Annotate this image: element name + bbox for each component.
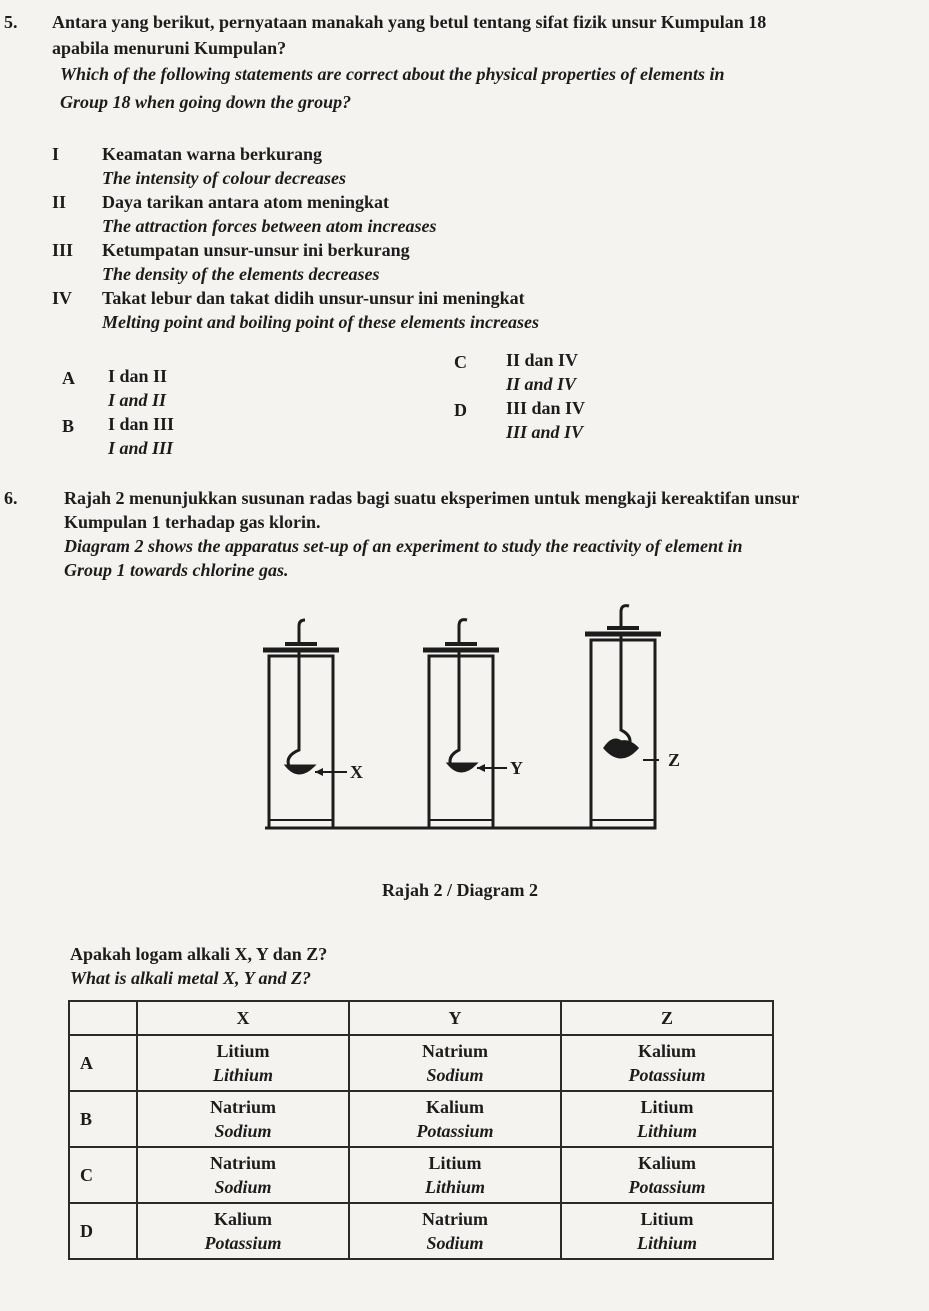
cell-en: Lithium [636, 1233, 698, 1253]
option-d-en: III and IV [506, 422, 584, 442]
option-a-en: I and II [108, 390, 167, 410]
table-header-y: Y [349, 1001, 561, 1035]
q6-text-en-1: Diagram 2 shows the apparatus set-up of an experiment to study the reactivity of element in [64, 536, 743, 556]
cell-b-y [349, 1091, 561, 1147]
cell-c-z [561, 1147, 773, 1203]
cell-c-y [349, 1147, 561, 1203]
statement-en-4: Melting point and boiling point of these elements increases [102, 312, 540, 332]
table-row[interactable] [69, 1035, 773, 1091]
cell-ms: Kalium [637, 1041, 696, 1061]
question-6-number: 6. [4, 488, 18, 508]
cell-en: Potassium [204, 1233, 282, 1253]
q6-text-ms-1: Rajah 2 menunjukkan susunan radas bagi suatu eksperimen untuk mengkaji kereaktifan unsur [64, 488, 800, 508]
cell-en: Lithium [424, 1177, 486, 1197]
cell-en: Sodium [214, 1177, 272, 1197]
statement-en-3: The density of the elements decreases [102, 264, 380, 284]
option-letter-b[interactable]: B [62, 416, 75, 436]
label-y: Y [510, 758, 523, 778]
option-b-ms: I dan III [108, 414, 175, 434]
cell-en: Potassium [416, 1121, 494, 1141]
table-row[interactable] [69, 1091, 773, 1147]
cell-ms: Natrium [210, 1097, 276, 1117]
statement-en-2: The attraction forces between atom increases [102, 216, 437, 236]
option-letter-a[interactable]: A [62, 368, 75, 388]
cell-en: Lithium [212, 1065, 274, 1085]
cell-ms: Natrium [422, 1041, 488, 1061]
gas-jar-z [585, 606, 661, 828]
cell-en: Sodium [426, 1233, 484, 1253]
statement-roman-2: II [52, 192, 67, 212]
cell-ms: Litium [216, 1041, 270, 1061]
cell-ms: Litium [640, 1097, 694, 1117]
table-header-z: Z [561, 1001, 773, 1035]
cell-ms: Litium [640, 1209, 694, 1229]
label-x: X [350, 762, 363, 782]
q6-text-en-2: Group 1 towards chlorine gas. [64, 560, 289, 580]
cell-b-z [561, 1091, 773, 1147]
table-header-x: X [137, 1001, 349, 1035]
cell-d-x [137, 1203, 349, 1259]
cell-d-z [561, 1203, 773, 1259]
option-c-en: II and IV [506, 374, 577, 394]
statement-ms-2: Daya tarikan antara atom meningkat [102, 192, 389, 212]
option-d-ms: III dan IV [506, 398, 586, 418]
cell-en: Potassium [628, 1177, 706, 1197]
cell-en: Potassium [628, 1065, 706, 1085]
cell-ms: Natrium [422, 1209, 488, 1229]
statement-ms-4: Takat lebur dan takat didih unsur-unsur ini meningkat [102, 288, 525, 308]
gas-jar-y [423, 620, 499, 828]
cell-ms: Natrium [210, 1153, 276, 1173]
statement-ms-3: Ketumpatan unsur-unsur ini berkurang [102, 240, 410, 260]
cell-ms: Kalium [213, 1209, 272, 1229]
q6-ask-ms: Apakah logam alkali X, Y dan Z? [70, 944, 328, 964]
row-letter-d[interactable]: D [69, 1203, 137, 1259]
q6-ask-en: What is alkali metal X, Y and Z? [70, 968, 312, 988]
table-row[interactable] [69, 1203, 773, 1259]
answer-table [68, 1000, 774, 1260]
gas-jar-x [263, 620, 339, 828]
option-b-en: I and III [108, 438, 174, 458]
gas-jar-diagram [255, 600, 665, 840]
cell-ms: Kalium [637, 1153, 696, 1173]
row-letter-a[interactable]: A [69, 1035, 137, 1091]
question-5-number: 5. [4, 12, 18, 32]
q5-text-ms-2: apabila menuruni Kumpulan? [52, 38, 287, 58]
label-z: Z [668, 750, 681, 770]
statement-en-1: The intensity of colour decreases [102, 168, 346, 188]
row-letter-c[interactable]: C [69, 1147, 137, 1203]
table-row[interactable] [69, 1147, 773, 1203]
statement-ms-1: Keamatan warna berkurang [102, 144, 322, 164]
diagram-caption: Rajah 2 / Diagram 2 [382, 880, 538, 900]
row-letter-b[interactable]: B [69, 1091, 137, 1147]
option-a-ms: I dan II [108, 366, 168, 386]
q5-text-en-1: Which of the following statements are correct about the physical properties of elements in [60, 64, 725, 84]
statement-roman-3: III [52, 240, 74, 260]
table-header-blank [69, 1001, 137, 1035]
q6-text-ms-2: Kumpulan 1 terhadap gas klorin. [64, 512, 321, 532]
cell-en: Sodium [426, 1065, 484, 1085]
cell-ms: Kalium [425, 1097, 484, 1117]
cell-a-z [561, 1035, 773, 1091]
option-letter-d[interactable]: D [454, 400, 467, 420]
cell-en: Lithium [636, 1121, 698, 1141]
cell-d-y [349, 1203, 561, 1259]
option-c-ms: II dan IV [506, 350, 579, 370]
q5-text-ms-1: Antara yang berikut, pernyataan manakah yang betul tentang sifat fizik unsur Kumpulan 18 [52, 12, 767, 32]
cell-ms: Litium [428, 1153, 482, 1173]
cell-en: Sodium [214, 1121, 272, 1141]
cell-a-y [349, 1035, 561, 1091]
cell-a-x [137, 1035, 349, 1091]
option-letter-c[interactable]: C [454, 352, 467, 372]
cell-c-x [137, 1147, 349, 1203]
statement-roman-4: IV [52, 288, 73, 308]
statement-roman-1: I [52, 144, 60, 164]
q5-text-en-2: Group 18 when going down the group? [60, 92, 352, 112]
cell-b-x [137, 1091, 349, 1147]
table-header-row [69, 1001, 773, 1035]
